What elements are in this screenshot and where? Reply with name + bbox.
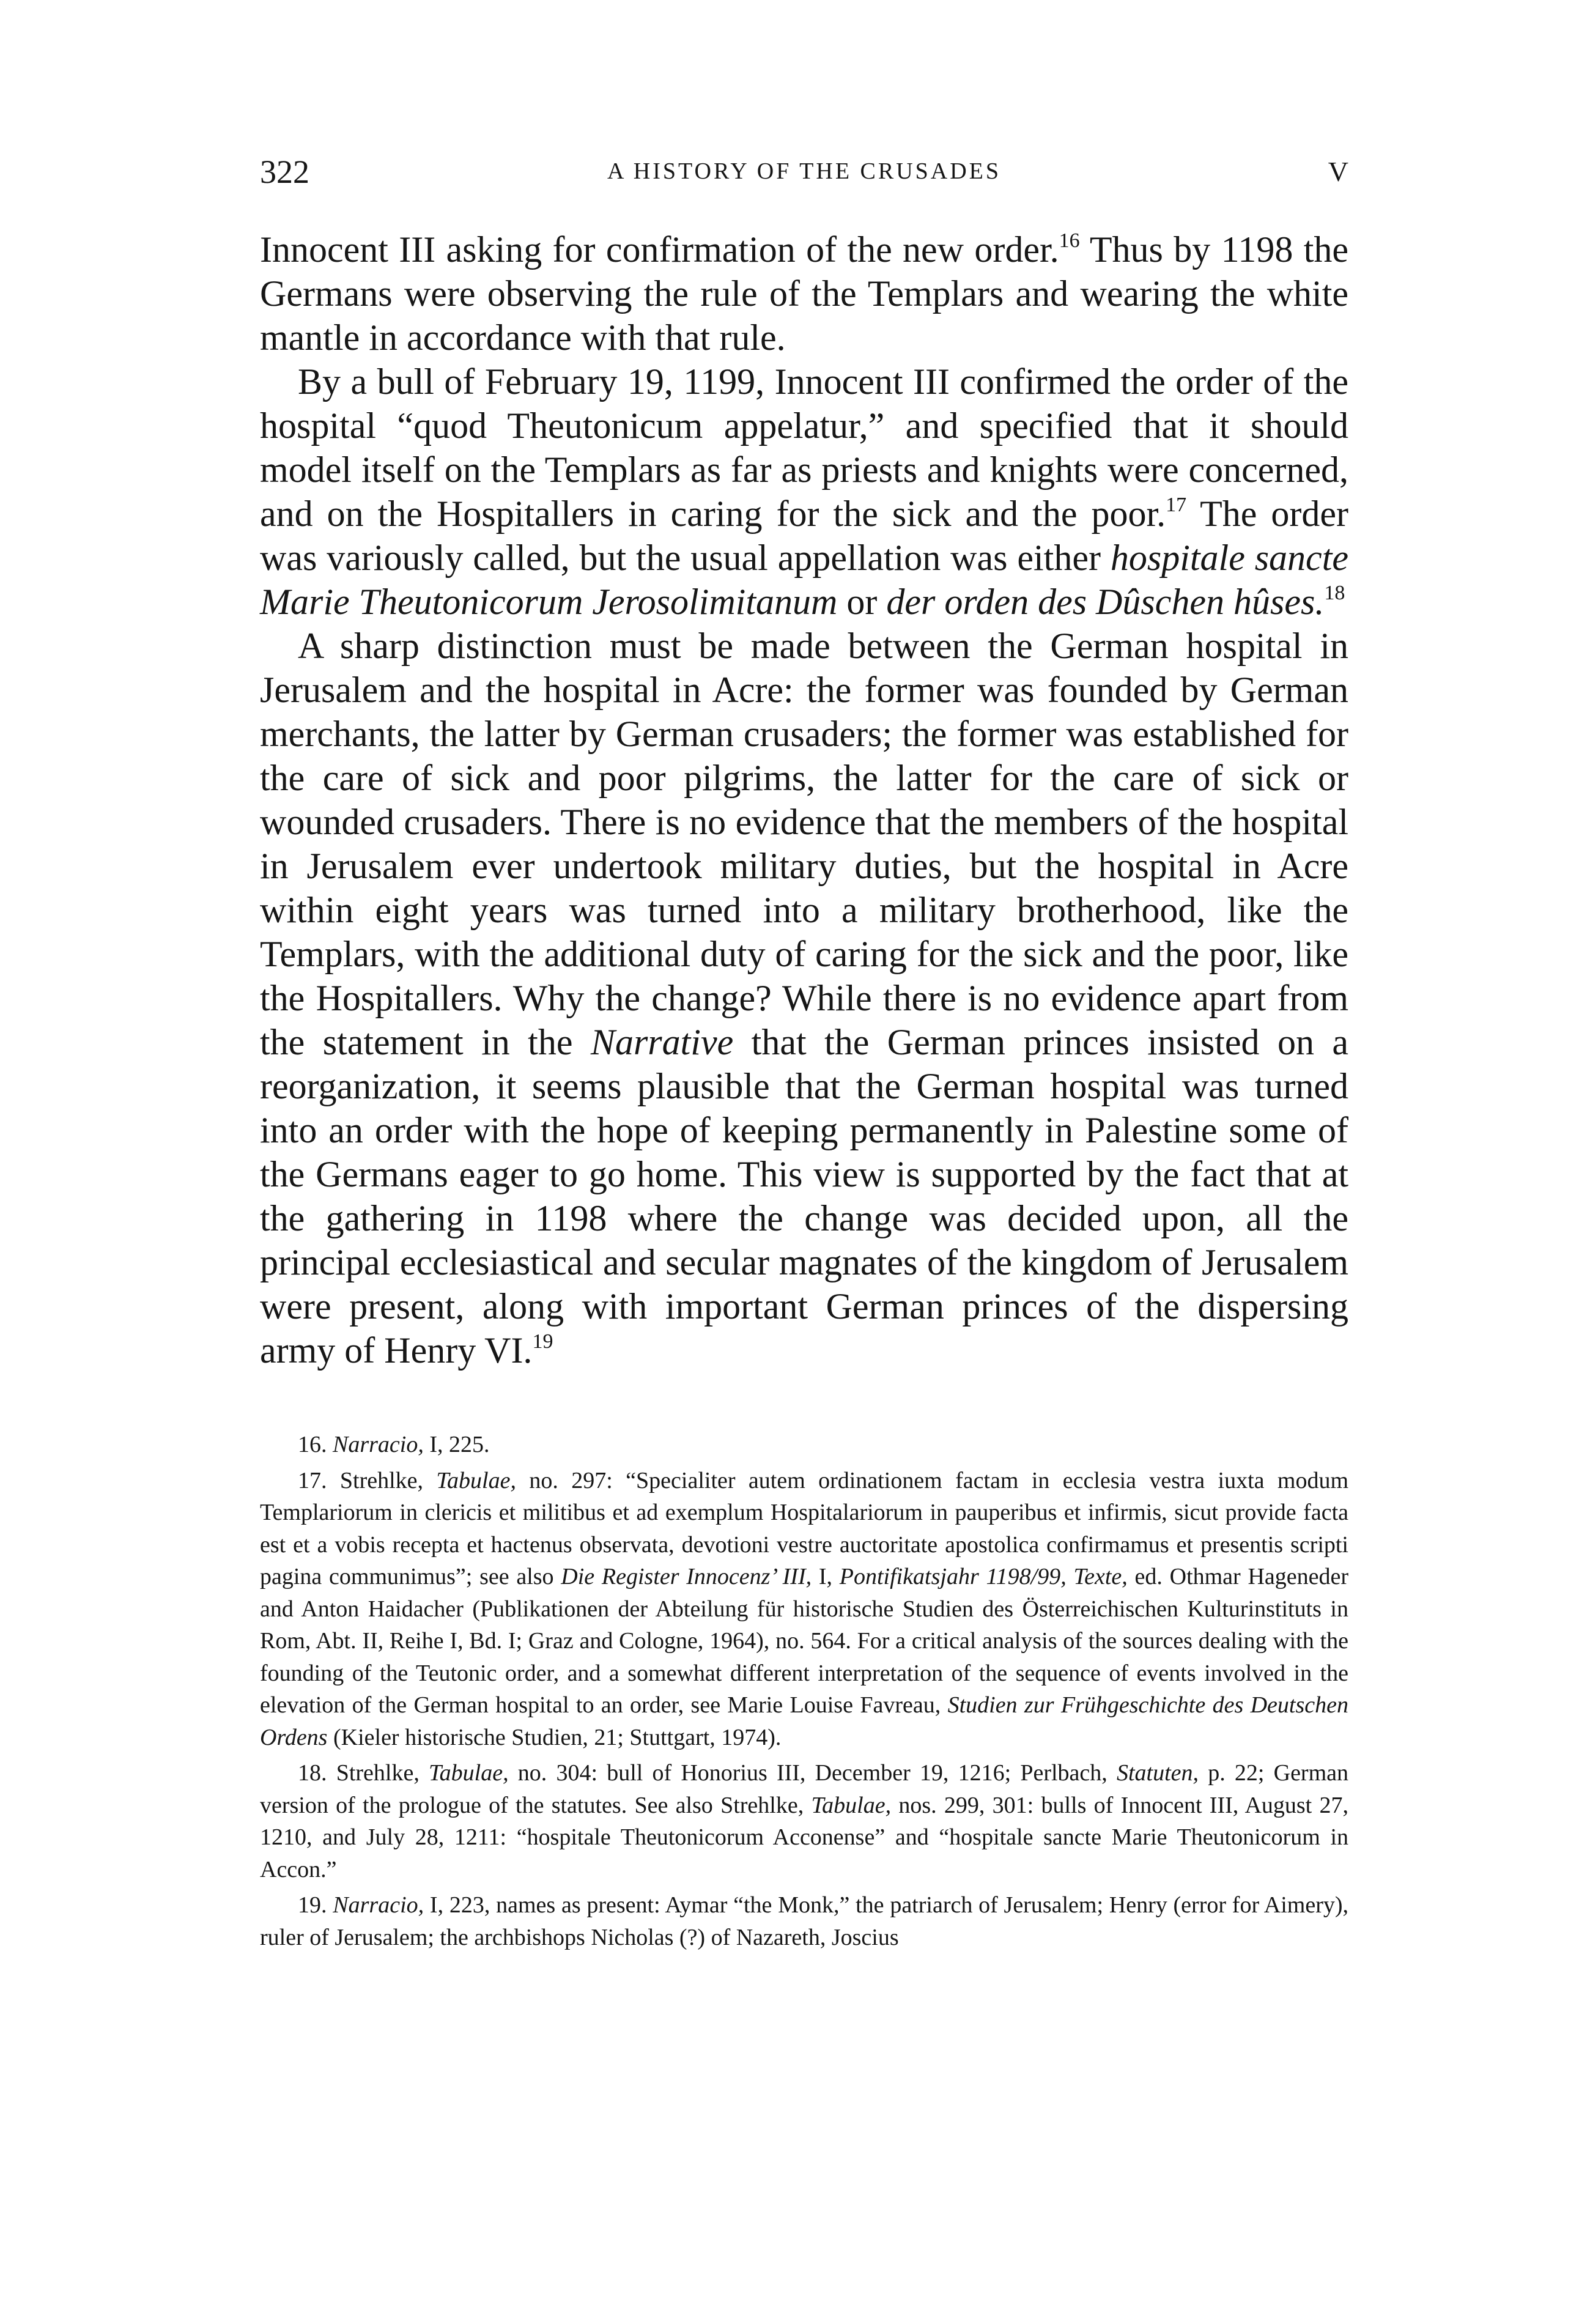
footnote-text: (Kieler historische Studien, 21; Stuttgart, 1974). bbox=[327, 1724, 782, 1750]
book-page bbox=[260, 153, 1348, 1957]
footnote-text: Strehlke, bbox=[336, 1760, 429, 1786]
note-ref-19: 19 bbox=[532, 1330, 553, 1353]
footnote-text: p. 22; German version of the prologue of the statutes. See also Strehlke, bbox=[260, 1760, 1349, 1818]
book-title: A HISTORY OF THE CRUSADES bbox=[607, 158, 1002, 184]
footnote-text: ed. Othmar Hageneder and Anton Haidacher (Publikationen der Abteilung für historische Studien des Österreichischen Kulturinstituts in Rom, Abt. II, Reihe I, Bd. I; Graz and Cologne, 1964), no. 564. For a critical analysis of the sources dealing with the founding of the Teutonic order, and a somewhat different interpretation of the sequence of events involved in the elevation of the German hospital to an order, see Marie Louise Favreau, bbox=[260, 1564, 1349, 1718]
footnote-text: nos. 299, 301: bulls of Innocent III, August 27, 1210, and July 28, 1211: “hospitale Theutonicorum Acconense” and “hospitale sancte Marie Theutonicorum in Accon.” bbox=[260, 1792, 1349, 1882]
narrative-title: Narrative bbox=[590, 1022, 734, 1062]
footnote-italic: Narracio, bbox=[333, 1432, 424, 1457]
footnote-text: I, bbox=[812, 1564, 840, 1589]
volume-number: V bbox=[1328, 156, 1348, 187]
main-text bbox=[260, 228, 1348, 1372]
footnote-number: 18. bbox=[298, 1760, 336, 1786]
footnote-19 bbox=[260, 1889, 1348, 1953]
footnote-italic: Tabulae, bbox=[811, 1792, 892, 1818]
footnote-text: I, 223, names as present: Aymar “the Monk,” the patriarch of Jerusalem; Henry (error for Aimery), ruler of Jerusalem; the archbishops Nicholas (?) of Nazareth, Joscius bbox=[260, 1892, 1348, 1950]
paragraph-1-text: Innocent III asking for confirmation of the new order. bbox=[260, 229, 1059, 270]
note-ref-18: 18 bbox=[1324, 582, 1345, 604]
paragraph-2-text: By a bull of February 19, 1199, Innocent III confirmed the order of the hospital “quod Theutonicum appelatur,” and specified that it should model itself on the Templars as far as priests and knights were concerned, and on the Hospitallers in caring for the sick and the poor. bbox=[260, 361, 1348, 534]
footnote-number: 19. bbox=[298, 1892, 333, 1918]
footnote-text: Strehlke, bbox=[339, 1467, 437, 1493]
paragraph-2-text-continued: The order was variously called, but the usual appellation was either bbox=[260, 494, 1348, 578]
note-ref-17: 17 bbox=[1166, 494, 1187, 516]
footnote-16 bbox=[260, 1429, 1348, 1461]
paragraph-2-connector: or bbox=[837, 582, 887, 622]
footnote-italic: Tabulae, bbox=[429, 1760, 509, 1786]
paragraph-2 bbox=[260, 360, 1348, 624]
running-head bbox=[260, 153, 1348, 196]
footnote-text: no. 304: bull of Honorius III, December 19, 1216; Perlbach, bbox=[508, 1760, 1117, 1786]
german-order-name: der orden des Dûschen hûses. bbox=[886, 582, 1325, 622]
paragraph-1 bbox=[260, 228, 1348, 360]
page-number: 322 bbox=[260, 154, 309, 190]
footnote-text: I, 225. bbox=[423, 1432, 490, 1457]
footnote-number: 17. bbox=[298, 1467, 340, 1493]
footnote-text: no. 297: “Specialiter autem ordinationem factam in ecclesia vestra iuxta modum Templariorum in clericis et militibus et ad exemplum Hospitalariorum in pauperibus et infirmis, sicut provide facta est et a vobis recepta et hactenus observata, devotioni vestre auctoritate apostolica confirmamus et presentis scripti pagina communimus”; see also bbox=[260, 1467, 1348, 1589]
footnote-italic: Statuten, bbox=[1116, 1760, 1199, 1786]
footnote-italic: Tabulae, bbox=[436, 1467, 516, 1493]
footnote-italic: Die Register Innocenz’ III, bbox=[561, 1564, 812, 1589]
footnote-italic: Narracio, bbox=[333, 1892, 424, 1918]
paragraph-1-text-continued: Thus by 1198 the Germans were observing the rule of the Templars and wearing the white mantle in accordance with that rule. bbox=[260, 229, 1349, 358]
footnote-17 bbox=[260, 1465, 1348, 1754]
footnotes bbox=[260, 1429, 1348, 1953]
latin-order-name: hospitale sancte Marie Theutonicorum Jerosolimitanum bbox=[260, 538, 1348, 622]
footnote-18 bbox=[260, 1757, 1348, 1885]
footnote-italic: Studien zur Frühgeschichte des Deutschen Ordens bbox=[260, 1692, 1348, 1750]
paragraph-3-text-continued: that the German princes insisted on a reorganization, it seems plausible that the German hospital was turned into an order with the hope of keeping permanently in Palestine some of the Germans eager to go home. This view is supported by the fact that at the gathering in 1198 where the change was decided upon, all the principal ecclesiastical and secular magnates of the kingdom of Jerusalem were present, along with important German princes of the dispersing army of Henry VI. bbox=[260, 1022, 1348, 1371]
footnote-italic: Pontifikatsjahr 1198/99, Texte, bbox=[839, 1564, 1128, 1589]
footnote-number: 16. bbox=[298, 1432, 333, 1457]
paragraph-3-text: A sharp distinction must be made between the German hospital in Jerusalem and the hospital in Acre: the former was founded by German merchants, the latter by German crusaders; the former was established for the care of sick and poor pilgrims, the latter for the care of sick or wounded crusaders. There is no evidence that the members of the hospital in Jerusalem ever undertook military duties, but the hospital in Acre within eight years was turned into a military brotherhood, like the Templars, with the additional duty of caring for the sick and the poor, like the Hospitallers. Why the change? While there is no evidence apart from the statement in the bbox=[260, 626, 1348, 1062]
note-ref-16: 16 bbox=[1059, 229, 1080, 252]
paragraph-3 bbox=[260, 624, 1348, 1372]
